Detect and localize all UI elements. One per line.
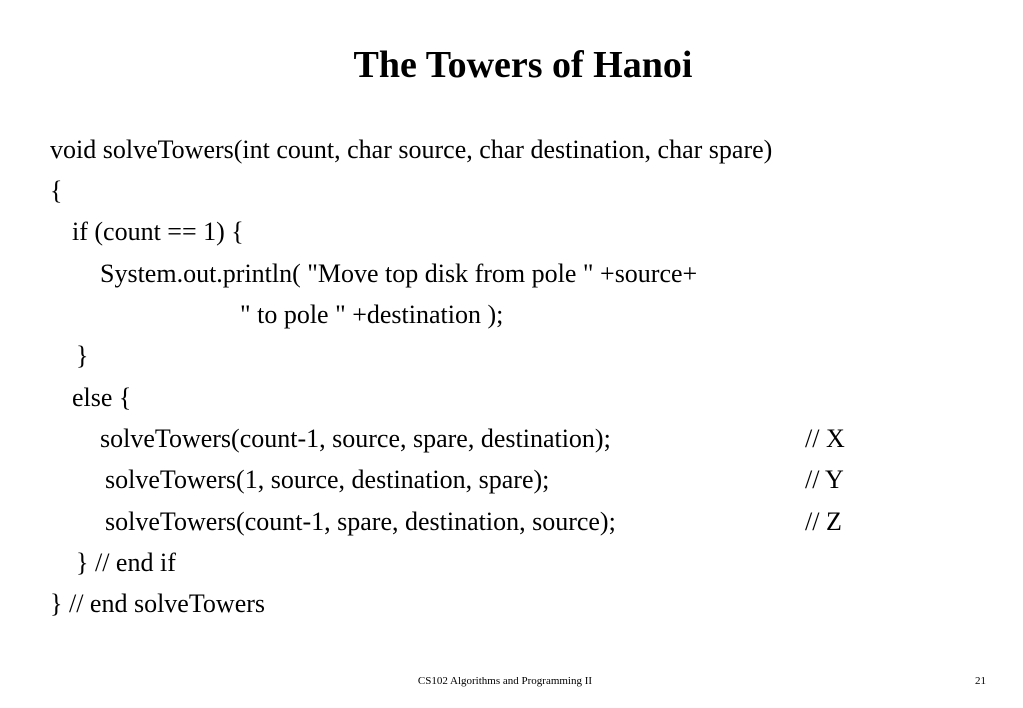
code-if-line: if (count == 1) { — [72, 217, 244, 246]
slide-title: The Towers of Hanoi — [353, 44, 693, 86]
code-signature-line: void solveTowers(int count, char source, char destination, char spare) — [50, 135, 773, 164]
code-else-line: else { — [72, 383, 132, 412]
code-println-line: System.out.println( "Move top disk from pole " +source+ — [100, 259, 698, 288]
code-comment-y: // Y — [805, 465, 844, 494]
code-if-close-brace: } — [76, 341, 89, 370]
slide-footer: CS102 Algorithms and Programming II — [417, 675, 593, 687]
code-end-if: } // end if — [76, 548, 176, 577]
page-number: 21 — [975, 675, 986, 687]
code-call-z: solveTowers(count-1, spare, destination, source); — [105, 507, 616, 536]
code-end-method: } // end solveTowers — [50, 589, 266, 618]
code-println-continuation: " to pole " +destination ); — [240, 300, 504, 329]
code-comment-x: // X — [805, 424, 845, 453]
code-call-x: solveTowers(count-1, source, spare, destination); — [100, 424, 611, 453]
code-open-brace: { — [50, 176, 63, 205]
code-call-y: solveTowers(1, source, destination, spare); — [105, 465, 550, 494]
code-comment-z: // Z — [805, 507, 842, 536]
